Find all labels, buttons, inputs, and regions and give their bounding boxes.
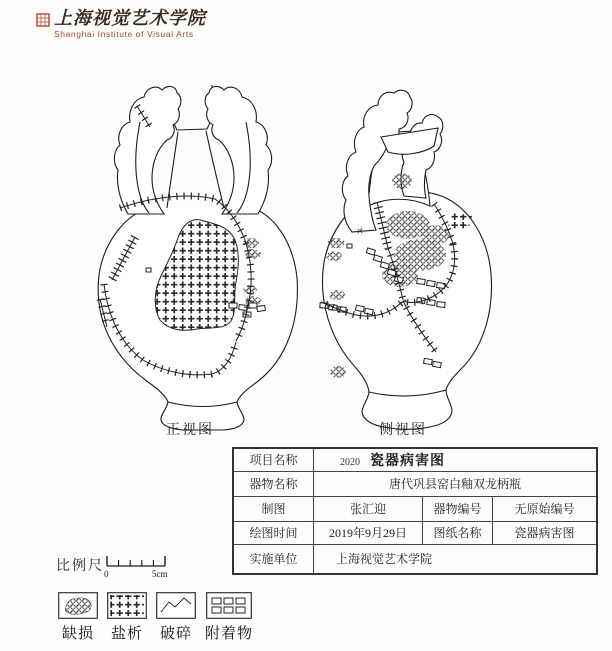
legend-label-fracture: 破碎 (159, 626, 192, 642)
side-view-drawing (318, 60, 550, 432)
cell-object-label: 器物名称 (233, 471, 314, 496)
cell-date-value: 2019年9月29日 (314, 521, 423, 544)
table-row (233, 496, 597, 521)
left-dragon-handle (114, 86, 181, 214)
cell-sheet-name-label: 图纸名称 (423, 521, 493, 544)
title-block-table (232, 447, 598, 575)
legend-label-loss: 缺损 (61, 626, 94, 642)
cell-object-no-value: 无原始编号 (493, 496, 598, 521)
table-row (233, 448, 597, 471)
cell-project-value (314, 448, 598, 471)
legend-label-attachment: 附着物 (205, 626, 254, 642)
scalebar-max: 5cm (152, 569, 168, 579)
salt-pattern-icon (107, 592, 147, 619)
legend-item-attachment (205, 592, 253, 643)
cell-unit-label: 实施单位 (233, 544, 314, 574)
scalebar-title: 比例尺 (56, 559, 104, 574)
table-row (233, 521, 597, 544)
cell-date-label: 绘图时间 (233, 521, 314, 544)
cell-drafter-value: 张汇迎 (314, 496, 423, 521)
logo-english-name: Shanghai Institute of Visual Arts (54, 28, 194, 39)
right-dragon-handle (205, 86, 272, 214)
institute-logo (36, 9, 206, 39)
table-row (233, 471, 597, 496)
cell-project-label: 项目名称 (233, 448, 314, 471)
cell-sheet-name-value: 瓷器病害图 (493, 521, 598, 544)
front-view-label: 正视图 (166, 423, 214, 438)
damage-legend (58, 592, 253, 643)
cell-unit-value: 上海视觉艺术学院 (314, 544, 598, 574)
legend-item-salt (107, 592, 147, 643)
legend-item-fracture (156, 592, 196, 643)
scalebar-zero: 0 (104, 569, 109, 579)
cell-object-no-label: 器物编号 (423, 496, 493, 521)
side-view-label: 侧视图 (379, 423, 427, 438)
legend-label-salt: 盐析 (110, 626, 143, 642)
cell-drafter-label: 制图 (233, 496, 314, 521)
fracture-pattern-icon (156, 592, 196, 619)
cell-object-value: 唐代巩县窑白釉双龙柄瓶 (314, 471, 598, 496)
legend-item-loss (58, 592, 98, 643)
red-seal-icon (36, 13, 50, 27)
project-title: 瓷器病害图 (370, 453, 445, 469)
loss-pattern-icon (58, 592, 98, 619)
table-row (233, 544, 597, 574)
project-year: 2020 (340, 456, 360, 468)
logo-chinese-name: 上海视觉艺术学院 (54, 8, 206, 28)
scalebar-ruler (102, 549, 180, 581)
front-view-drawing (85, 60, 317, 432)
attachment-pattern-icon (206, 592, 252, 619)
